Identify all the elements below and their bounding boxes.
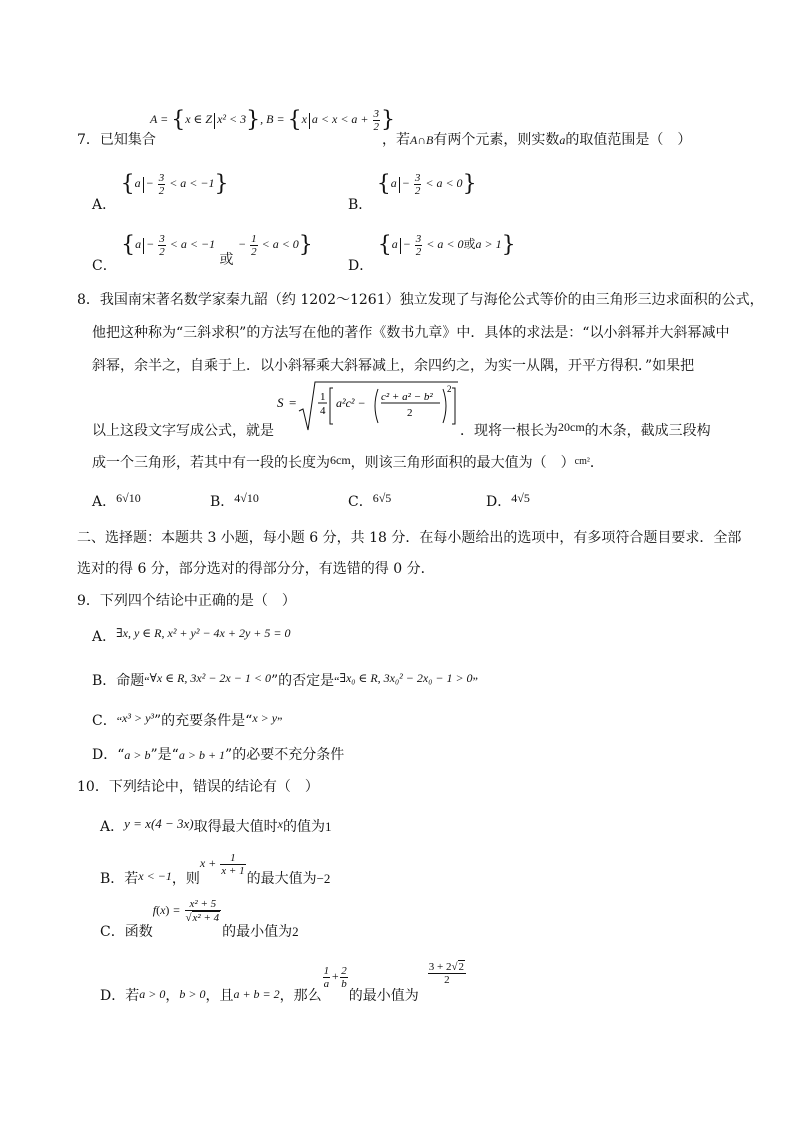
quote: “ bbox=[144, 674, 150, 688]
option-value: $\frac{3 + 2√2}{2}$ bbox=[428, 961, 465, 986]
option-label: B． bbox=[348, 197, 373, 214]
q7-set-A: A = {x ∈ Z x² < 3}, B = {x a < x < a + $\frac{3}{2}$ } bbox=[150, 107, 396, 133]
q8-len-seg: 6cm bbox=[330, 453, 351, 467]
option-formula: 6√10 bbox=[116, 491, 141, 505]
option-text: ”的充要条件是“ bbox=[154, 713, 253, 729]
q8-unit: cm² bbox=[574, 456, 590, 467]
option-formula-b: − $\frac{1}{2}$ < a < 0} bbox=[237, 232, 313, 258]
option-formula: x³ > y³ bbox=[122, 711, 154, 725]
option-formula: 4√5 bbox=[511, 491, 530, 505]
q10-option-A bbox=[100, 816, 332, 835]
option-formula-a: {a − $\frac{3}{2}$ < a < −1 bbox=[121, 232, 216, 258]
q9-option-B bbox=[92, 671, 478, 689]
option-label: A． bbox=[92, 197, 117, 214]
option-text: ， bbox=[165, 987, 180, 1004]
q8-line5 bbox=[92, 453, 604, 471]
quote: “ bbox=[117, 747, 125, 763]
svg-text:1: 1 bbox=[320, 391, 326, 403]
quote: ” bbox=[277, 714, 283, 728]
section2-line1: 二、选择题：本题共 3 小题，每小题 6 分，共 18 分．在每小题给出的选项中，有多项符合题目要求．全部 bbox=[77, 530, 742, 546]
q7-option-A bbox=[92, 171, 229, 214]
option-label: D． bbox=[486, 494, 512, 510]
option-text: 的最小值为 bbox=[348, 987, 419, 1004]
option-formula: x > y bbox=[252, 711, 278, 725]
q7-suffix: 有两个元素，则实数 bbox=[433, 132, 560, 148]
q7-stem bbox=[77, 133, 156, 147]
q7-option-C bbox=[92, 232, 313, 275]
q8-line1: 8．我国南宋著名数学家秦九韶（约 1202～1261）独立发现了与海伦公式等价的由三角形三边求面积的公式， bbox=[77, 292, 764, 308]
svg-text:2: 2 bbox=[407, 407, 413, 419]
option-formula: {a − $\frac{3}{2}$ < a < −1} bbox=[120, 171, 229, 197]
q9-option-D bbox=[92, 748, 344, 762]
svg-text:=: = bbox=[289, 395, 297, 410]
option-formula: {a − $\frac{3}{2}$ < a < 0或a > 1} bbox=[377, 232, 516, 258]
q9-stem: 9．下列四个结论中正确的是（ ） bbox=[77, 593, 296, 609]
q7-option-B bbox=[348, 171, 477, 214]
q9-option-C bbox=[92, 711, 283, 729]
q8-line4-tail bbox=[460, 420, 711, 439]
option-text: ，且 bbox=[205, 987, 234, 1004]
option-formula: f(x) = $\frac{\text{x² + 5}}{\text{√x² + 4}}$ bbox=[152, 898, 220, 924]
quote: “ bbox=[334, 674, 340, 688]
option-text: 取得最大值时 bbox=[193, 819, 278, 835]
q8-len-total: 20cm bbox=[558, 420, 585, 434]
q8-line4-prefix: 以上这段文字写成公式，就是 bbox=[92, 423, 274, 439]
q9-option-A bbox=[92, 626, 291, 645]
option-formula: a + b = 2 bbox=[233, 986, 280, 1001]
svg-text:2: 2 bbox=[447, 384, 452, 394]
option-label: A． bbox=[92, 494, 117, 510]
q8-formula bbox=[275, 378, 460, 438]
option-formula: a > b bbox=[124, 748, 151, 762]
option-formula: $\frac{1}{a}$ + $\frac{2}{b}$ bbox=[323, 964, 347, 990]
option-label: B． bbox=[210, 494, 235, 510]
option-label: B．命题 bbox=[92, 673, 145, 689]
option-text: ”的否定是 bbox=[270, 673, 335, 689]
option-value: 2 bbox=[292, 923, 299, 939]
svg-text:S: S bbox=[277, 395, 284, 410]
option-formula: ∃x, y ∈ R, x² + y² − 4x + 2y + 5 = 0 bbox=[116, 626, 291, 640]
option-formula: 4√10 bbox=[234, 491, 259, 505]
option-label: C． bbox=[92, 713, 117, 729]
q10-option-C bbox=[100, 898, 299, 940]
q8-text: ，则该三角形面积的最大值为（ ） bbox=[350, 455, 575, 471]
option-formula: 6√5 bbox=[372, 491, 392, 505]
option-label: C． bbox=[92, 258, 117, 275]
option-label: C．函数 bbox=[100, 923, 153, 940]
option-text: ，则 bbox=[171, 871, 200, 888]
q8-text: ． bbox=[589, 455, 604, 471]
q7-option-D bbox=[348, 232, 516, 275]
option-text: ”的必要不充分条件 bbox=[225, 747, 345, 763]
q10-option-D bbox=[100, 960, 467, 1004]
option-text: ”是“ bbox=[150, 747, 179, 763]
q8-formula-svg bbox=[275, 378, 460, 434]
option-value: −2 bbox=[316, 871, 331, 887]
quote: ” bbox=[472, 674, 478, 688]
option-formula: {a − $\frac{3}{2}$ < a < 0} bbox=[376, 171, 477, 197]
option-or: 或 bbox=[219, 252, 234, 269]
q8-option-D bbox=[486, 491, 530, 510]
option-label: C． bbox=[348, 494, 373, 510]
option-text: 的值为 bbox=[282, 819, 325, 835]
option-label: D．若 bbox=[100, 987, 140, 1004]
option-var: x bbox=[277, 817, 283, 831]
option-formula: b > 0 bbox=[179, 986, 206, 1001]
option-text: 的最小值为 bbox=[222, 923, 293, 940]
option-formula: a > b + 1 bbox=[178, 748, 226, 762]
q7-middle: ，若 bbox=[382, 132, 410, 148]
q10-option-B bbox=[100, 852, 331, 888]
q8-text: 成一个三角形，若其中有一段的长度为 bbox=[92, 455, 330, 471]
svg-text:a²c² −: a²c² − bbox=[336, 396, 366, 410]
q7-prefix: 7．已知集合 bbox=[77, 132, 156, 148]
option-label: A． bbox=[100, 819, 125, 835]
svg-text:c² + a² − b²: c² + a² − b² bbox=[381, 391, 433, 403]
q7-suffix2: 的取值范围是（ ） bbox=[565, 132, 692, 148]
q8-line3: 斜幂，余半之，自乘于上．以小斜幂乘大斜幂减上，余四约之，为实一从隅，开平方得积．”如果把 bbox=[92, 358, 695, 374]
option-text: 的最大值为 bbox=[246, 871, 317, 888]
q7-var: a bbox=[559, 133, 566, 147]
option-formula: a > 0 bbox=[139, 986, 166, 1001]
option-label: D． bbox=[348, 258, 374, 275]
option-formula: ∃x₀ ∈ R, 3x₀² − 2x₀ − 1 > 0 bbox=[339, 671, 473, 685]
quote: “ bbox=[116, 714, 123, 728]
svg-text:4: 4 bbox=[320, 405, 326, 417]
option-label: B．若 bbox=[100, 871, 139, 888]
q10-stem: 10．下列结论中，错误的结论有（ ） bbox=[77, 779, 319, 795]
section2-line2: 选对的得 6 分，部分选对的得部分分，有选错的得 0 分． bbox=[77, 561, 435, 577]
option-formula: ∀x ∈ R, 3x² − 2x − 1 < 0 bbox=[149, 671, 271, 685]
q7-stem-tail bbox=[382, 133, 691, 147]
option-label: D． bbox=[92, 747, 118, 763]
q8-option-A bbox=[92, 491, 141, 510]
q8-line2: 他把这种称为“三斜求积”的方法写在他的著作《数书九章》中．具体的求法是：“以小斜幂并大斜幂减中 bbox=[92, 325, 730, 341]
option-text: ，那么 bbox=[279, 987, 322, 1004]
option-formula: x < −1 bbox=[138, 869, 172, 884]
option-value: 1 bbox=[324, 819, 332, 834]
option-label: A． bbox=[92, 629, 117, 645]
option-formula: y = x(4 − 3x) bbox=[124, 816, 194, 831]
q8-text: 的木条，截成三段构 bbox=[584, 423, 711, 439]
q8-text: ．现将一根长为 bbox=[460, 423, 558, 439]
q7-cond: A∩B bbox=[410, 133, 434, 147]
option-formula: x + $\frac{1}{x + 1}$ bbox=[199, 852, 245, 877]
q8-option-C bbox=[348, 491, 392, 510]
q8-option-B bbox=[210, 491, 259, 510]
q7-formula-row bbox=[150, 108, 395, 133]
